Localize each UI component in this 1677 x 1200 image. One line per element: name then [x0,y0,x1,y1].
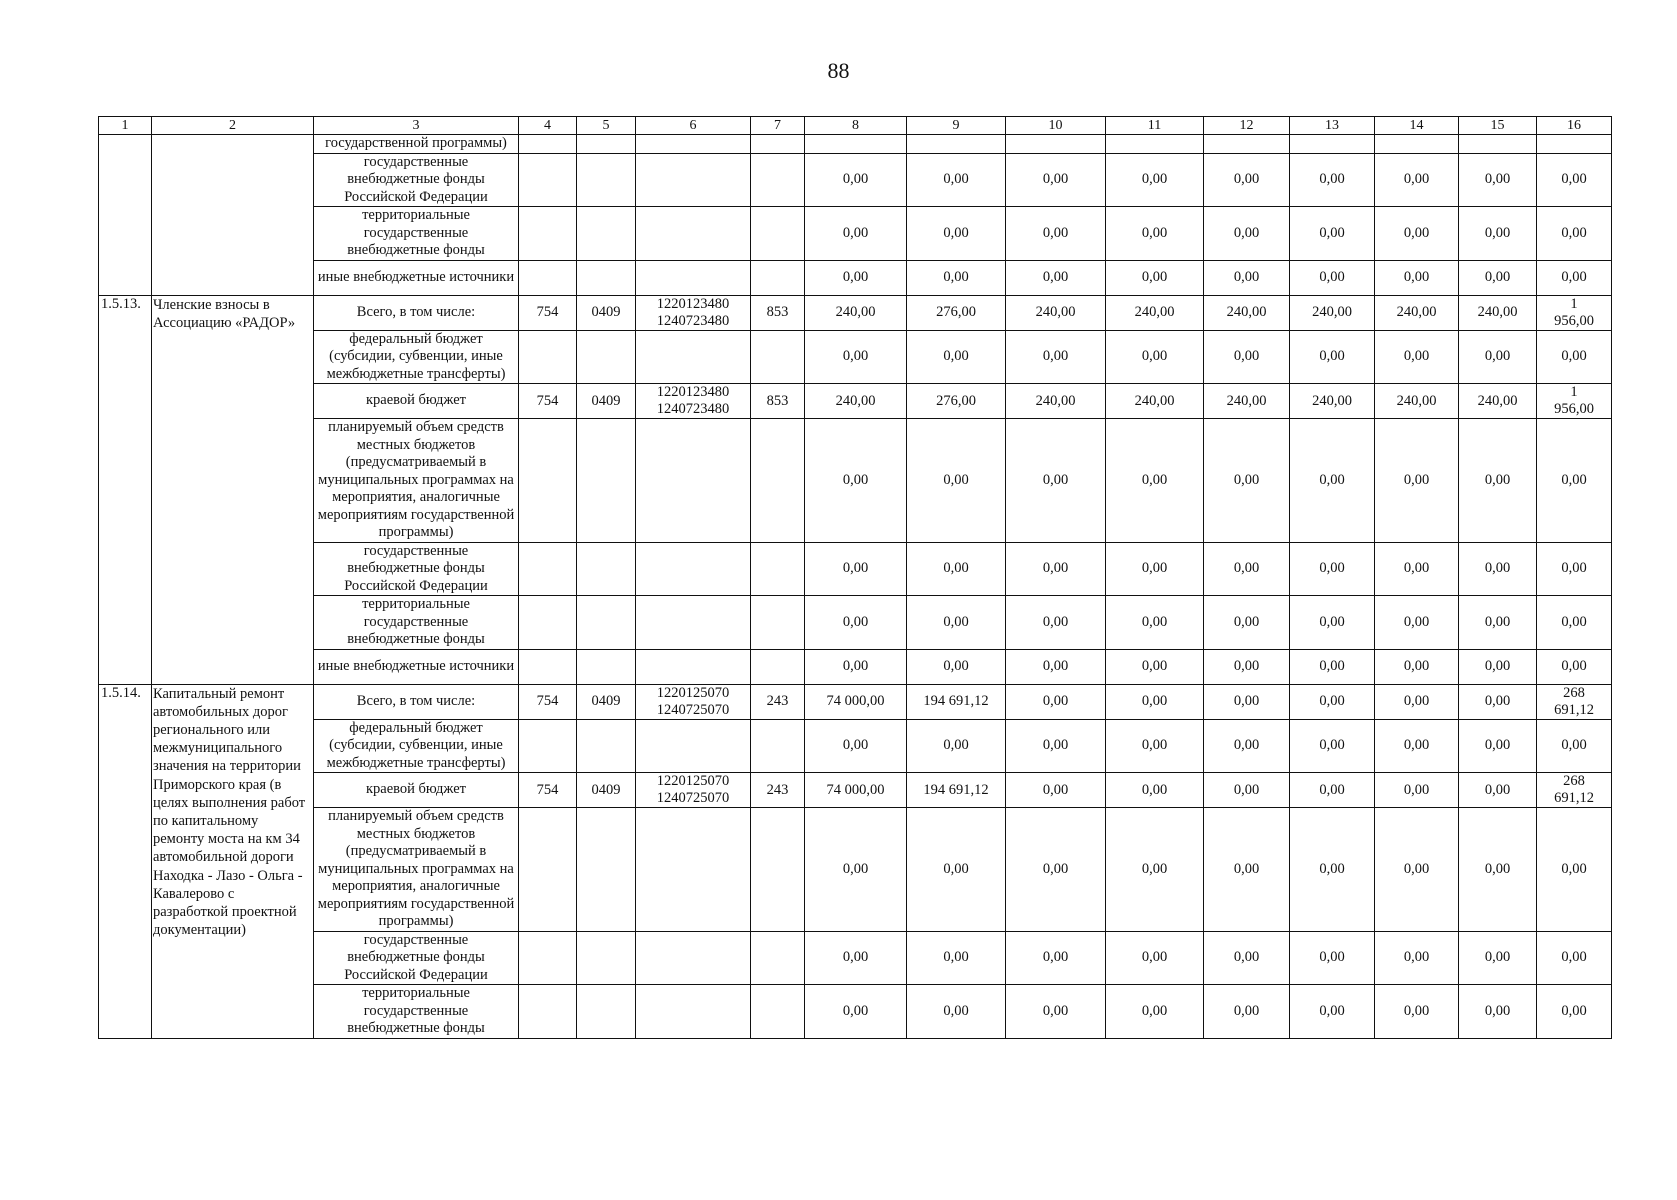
value-cell: 240,00 [1006,384,1106,419]
value-cell: 0,00 [805,542,907,596]
value-cell: 243 [751,684,805,719]
value-cell [519,985,577,1039]
value-cell: 0,00 [1006,719,1106,773]
value-cell [519,207,577,261]
value-cell: 0,00 [805,330,907,384]
value-cell: 0,00 [907,719,1006,773]
column-header: 2 [152,117,314,135]
value-cell: 0,00 [907,596,1006,650]
value-cell: 240,00 [1106,384,1204,419]
value-cell: 0,00 [1106,542,1204,596]
value-cell [577,207,636,261]
value-cell: 0,00 [1204,649,1290,684]
value-cell: 0,00 [907,260,1006,295]
funding-source-cell: Всего, в том числе: [314,684,519,719]
value-cell: 0,00 [1537,207,1612,261]
column-header: 8 [805,117,907,135]
value-cell: 0,00 [1459,153,1537,207]
value-cell: 0,00 [1204,684,1290,719]
table-header-row [99,117,1612,135]
funding-source-cell: иные внебюджетные источники [314,260,519,295]
value-cell: 0,00 [1006,649,1106,684]
value-cell [1290,135,1375,154]
value-cell [636,719,751,773]
table-row [99,419,1612,543]
value-cell: 0,00 [1459,684,1537,719]
value-cell: 268 691,12 [1537,773,1612,808]
value-cell: 1220123480 1240723480 [636,295,751,330]
value-cell: 0,00 [1106,153,1204,207]
budget-table [98,116,1612,1039]
funding-source-cell: федеральный бюджет (субсидии, субвенции, иные межбюджетные трансферты) [314,719,519,773]
table-row [99,135,1612,154]
value-cell: 0,00 [1106,808,1204,932]
value-cell: 0,00 [1375,596,1459,650]
value-cell: 0,00 [1459,649,1537,684]
value-cell: 240,00 [805,384,907,419]
value-cell: 0,00 [1375,773,1459,808]
value-cell: 0,00 [1290,773,1375,808]
value-cell [636,419,751,543]
value-cell: 0,00 [1006,419,1106,543]
value-cell: 0,00 [1204,542,1290,596]
value-cell: 0,00 [1375,931,1459,985]
value-cell: 0,00 [805,596,907,650]
value-cell: 0,00 [1006,985,1106,1039]
column-header: 11 [1106,117,1204,135]
value-cell: 0,00 [805,808,907,932]
value-cell: 0,00 [1006,596,1106,650]
value-cell: 0,00 [1204,773,1290,808]
value-cell: 0,00 [1459,542,1537,596]
value-cell: 240,00 [1459,384,1537,419]
value-cell: 0,00 [1006,773,1106,808]
funding-source-cell: иные внебюджетные источники [314,649,519,684]
table-row [99,207,1612,261]
value-cell: 754 [519,295,577,330]
value-cell: 0,00 [1459,773,1537,808]
column-header: 15 [1459,117,1537,135]
value-cell: 1 956,00 [1537,384,1612,419]
value-cell: 0,00 [1459,419,1537,543]
value-cell: 853 [751,295,805,330]
item-name-cell: Членские взносы в Ассоциацию «РАДОР» [152,295,314,684]
value-cell: 0,00 [1106,260,1204,295]
value-cell [751,153,805,207]
value-cell: 0,00 [907,808,1006,932]
value-cell: 0,00 [805,153,907,207]
table-row [99,684,1612,719]
value-cell [577,649,636,684]
column-header: 6 [636,117,751,135]
value-cell: 0,00 [1375,985,1459,1039]
column-header: 1 [99,117,152,135]
value-cell: 0,00 [1459,808,1537,932]
page-number: 88 [827,58,850,83]
value-cell: 0,00 [1459,931,1537,985]
funding-source-cell: территориальные государственные внебюджетные фонды [314,985,519,1039]
column-header: 16 [1537,117,1612,135]
value-cell: 0,00 [1537,808,1612,932]
table-row [99,808,1612,932]
value-cell: 0,00 [1290,596,1375,650]
value-cell [636,153,751,207]
column-header: 14 [1375,117,1459,135]
value-cell: 0,00 [1375,649,1459,684]
value-cell: 0,00 [907,931,1006,985]
value-cell: 0,00 [805,419,907,543]
value-cell: 0,00 [1106,684,1204,719]
value-cell: 0,00 [1290,684,1375,719]
value-cell [636,985,751,1039]
funding-source-cell: федеральный бюджет (субсидии, субвенции, иные межбюджетные трансферты) [314,330,519,384]
value-cell [751,207,805,261]
item-code-cell: 1.5.13. [99,295,152,684]
column-header: 5 [577,117,636,135]
value-cell [519,596,577,650]
value-cell: 0,00 [907,985,1006,1039]
value-cell: 0,00 [1106,985,1204,1039]
value-cell: 0,00 [1375,207,1459,261]
value-cell: 1 956,00 [1537,295,1612,330]
value-cell: 0409 [577,684,636,719]
value-cell: 0,00 [1537,153,1612,207]
value-cell: 0,00 [1537,542,1612,596]
column-header: 10 [1006,117,1106,135]
value-cell: 240,00 [1204,384,1290,419]
value-cell: 0,00 [1106,207,1204,261]
value-cell: 268 691,12 [1537,684,1612,719]
value-cell [519,153,577,207]
value-cell [577,135,636,154]
value-cell: 0,00 [907,207,1006,261]
value-cell [519,808,577,932]
value-cell: 0,00 [1290,153,1375,207]
value-cell: 0,00 [1106,931,1204,985]
value-cell: 0,00 [1290,649,1375,684]
value-cell [1537,135,1612,154]
value-cell [751,542,805,596]
table-row [99,384,1612,419]
value-cell: 0,00 [1106,773,1204,808]
value-cell [519,649,577,684]
funding-source-cell: краевой бюджет [314,773,519,808]
column-header: 7 [751,117,805,135]
value-cell [636,207,751,261]
value-cell: 0,00 [1537,931,1612,985]
value-cell [751,596,805,650]
value-cell: 0,00 [805,985,907,1039]
value-cell [577,808,636,932]
table-row [99,153,1612,207]
value-cell: 0,00 [1204,153,1290,207]
value-cell: 0,00 [1459,719,1537,773]
table-row [99,260,1612,295]
value-cell [751,419,805,543]
value-cell [519,719,577,773]
value-cell: 0,00 [805,260,907,295]
value-cell [751,649,805,684]
value-cell [577,419,636,543]
value-cell [751,985,805,1039]
table-row [99,719,1612,773]
value-cell [636,260,751,295]
column-header: 13 [1290,117,1375,135]
value-cell [751,719,805,773]
value-cell [577,931,636,985]
column-header: 12 [1204,117,1290,135]
funding-source-cell: краевой бюджет [314,384,519,419]
value-cell [577,330,636,384]
funding-source-cell: планируемый объем средств местных бюджетов (предусматриваемый в муниципальных программах на мероприятия, аналогичные мероприятиям государственной программы) [314,808,519,932]
value-cell [1006,135,1106,154]
funding-source-cell: государственной программы) [314,135,519,154]
value-cell: 276,00 [907,295,1006,330]
value-cell: 240,00 [1106,295,1204,330]
value-cell [636,596,751,650]
item-name-cell [152,135,314,296]
value-cell [805,135,907,154]
value-cell: 0,00 [1375,419,1459,543]
value-cell: 240,00 [1375,384,1459,419]
value-cell [636,808,751,932]
value-cell [577,719,636,773]
value-cell: 0,00 [907,153,1006,207]
value-cell: 0,00 [805,207,907,261]
value-cell: 0,00 [1290,808,1375,932]
value-cell [636,649,751,684]
value-cell [577,596,636,650]
value-cell: 0,00 [1204,207,1290,261]
value-cell [519,260,577,295]
value-cell: 0,00 [1459,207,1537,261]
value-cell: 853 [751,384,805,419]
value-cell [1106,135,1204,154]
funding-source-cell: планируемый объем средств местных бюджетов (предусматриваемый в муниципальных программах на мероприятия, аналогичные мероприятиям государственной программы) [314,419,519,543]
funding-source-cell: государственные внебюджетные фонды Российской Федерации [314,153,519,207]
value-cell: 0,00 [1290,207,1375,261]
value-cell: 0,00 [1537,649,1612,684]
value-cell [577,985,636,1039]
value-cell: 0,00 [1006,260,1106,295]
value-cell [577,260,636,295]
value-cell: 0,00 [1537,719,1612,773]
value-cell: 0,00 [1537,260,1612,295]
value-cell: 0,00 [1537,596,1612,650]
value-cell: 0,00 [1204,808,1290,932]
value-cell [907,135,1006,154]
value-cell: 0,00 [1106,330,1204,384]
value-cell: 0,00 [1375,330,1459,384]
value-cell: 0,00 [805,719,907,773]
value-cell [751,260,805,295]
value-cell: 0,00 [1204,931,1290,985]
value-cell: 0,00 [1290,260,1375,295]
value-cell: 240,00 [1375,295,1459,330]
item-code-cell [99,135,152,296]
value-cell: 0,00 [1204,330,1290,384]
value-cell: 0,00 [1290,542,1375,596]
value-cell: 0,00 [805,931,907,985]
column-header: 9 [907,117,1006,135]
value-cell [751,330,805,384]
value-cell: 0,00 [1537,419,1612,543]
value-cell: 0,00 [1459,260,1537,295]
table-row [99,330,1612,384]
value-cell: 0,00 [1459,985,1537,1039]
value-cell [577,153,636,207]
value-cell: 0,00 [1537,985,1612,1039]
value-cell: 0,00 [1459,596,1537,650]
value-cell: 0409 [577,773,636,808]
value-cell: 0,00 [1006,330,1106,384]
table-row [99,596,1612,650]
funding-source-cell: государственные внебюджетные фонды Российской Федерации [314,931,519,985]
value-cell: 0,00 [907,419,1006,543]
value-cell: 0409 [577,384,636,419]
value-cell [519,330,577,384]
value-cell: 1220123480 1240723480 [636,384,751,419]
value-cell [751,808,805,932]
value-cell [519,542,577,596]
value-cell: 0,00 [1006,542,1106,596]
value-cell: 240,00 [1459,295,1537,330]
value-cell: 754 [519,773,577,808]
funding-source-cell: территориальные государственные внебюджетные фонды [314,596,519,650]
value-cell: 74 000,00 [805,773,907,808]
value-cell: 0,00 [1006,207,1106,261]
table-row [99,985,1612,1039]
table-row [99,649,1612,684]
value-cell: 0,00 [1375,684,1459,719]
funding-source-cell: государственные внебюджетные фонды Российской Федерации [314,542,519,596]
value-cell: 0,00 [1204,419,1290,543]
value-cell: 0,00 [1290,419,1375,543]
value-cell: 0,00 [805,649,907,684]
value-cell: 0,00 [1204,596,1290,650]
value-cell [1375,135,1459,154]
value-cell: 0,00 [1106,649,1204,684]
value-cell: 0,00 [907,649,1006,684]
value-cell: 240,00 [1006,295,1106,330]
value-cell [636,135,751,154]
value-cell: 0,00 [1204,985,1290,1039]
table-row [99,295,1612,330]
value-cell: 1220125070 1240725070 [636,773,751,808]
value-cell: 0,00 [1106,419,1204,543]
value-cell: 0,00 [1290,985,1375,1039]
value-cell [1459,135,1537,154]
value-cell [577,542,636,596]
value-cell: 0,00 [1537,330,1612,384]
value-cell: 0,00 [1290,931,1375,985]
value-cell [751,135,805,154]
value-cell: 0,00 [1290,330,1375,384]
value-cell: 0,00 [1375,542,1459,596]
value-cell: 0,00 [1006,931,1106,985]
column-header: 4 [519,117,577,135]
value-cell: 0409 [577,295,636,330]
value-cell: 0,00 [1006,808,1106,932]
value-cell: 0,00 [1375,719,1459,773]
value-cell: 0,00 [1459,330,1537,384]
value-cell [751,931,805,985]
value-cell: 74 000,00 [805,684,907,719]
value-cell: 240,00 [1290,384,1375,419]
value-cell: 194 691,12 [907,773,1006,808]
value-cell: 0,00 [1204,719,1290,773]
value-cell: 754 [519,384,577,419]
value-cell: 0,00 [1375,153,1459,207]
item-code-cell: 1.5.14. [99,684,152,1038]
value-cell: 243 [751,773,805,808]
value-cell: 0,00 [1006,684,1106,719]
value-cell [636,931,751,985]
column-header: 3 [314,117,519,135]
value-cell: 0,00 [1106,596,1204,650]
funding-source-cell: Всего, в том числе: [314,295,519,330]
value-cell: 240,00 [1204,295,1290,330]
table-row [99,542,1612,596]
table-row [99,931,1612,985]
value-cell: 0,00 [1204,260,1290,295]
value-cell: 276,00 [907,384,1006,419]
table-row [99,773,1612,808]
value-cell: 0,00 [1375,260,1459,295]
value-cell: 0,00 [1006,153,1106,207]
value-cell: 754 [519,684,577,719]
value-cell: 0,00 [1106,719,1204,773]
value-cell: 0,00 [907,330,1006,384]
value-cell [519,419,577,543]
value-cell: 194 691,12 [907,684,1006,719]
value-cell: 0,00 [907,542,1006,596]
value-cell: 0,00 [1375,808,1459,932]
value-cell: 1220125070 1240725070 [636,684,751,719]
value-cell [636,542,751,596]
value-cell: 240,00 [1290,295,1375,330]
item-name-cell: Капитальный ремонт автомобильных дорог регионального или межмуниципального значения на территории Приморского края (в целях выполнения работ по капитальному ремонту моста на км 34 автомобильной дороги Находка - Лазо - Ольга - Кавалерово с разработкой проектной документации) [152,684,314,1038]
value-cell [1204,135,1290,154]
value-cell: 0,00 [1290,719,1375,773]
value-cell [636,330,751,384]
funding-source-cell: территориальные государственные внебюджетные фонды [314,207,519,261]
value-cell: 240,00 [805,295,907,330]
value-cell [519,931,577,985]
value-cell [519,135,577,154]
